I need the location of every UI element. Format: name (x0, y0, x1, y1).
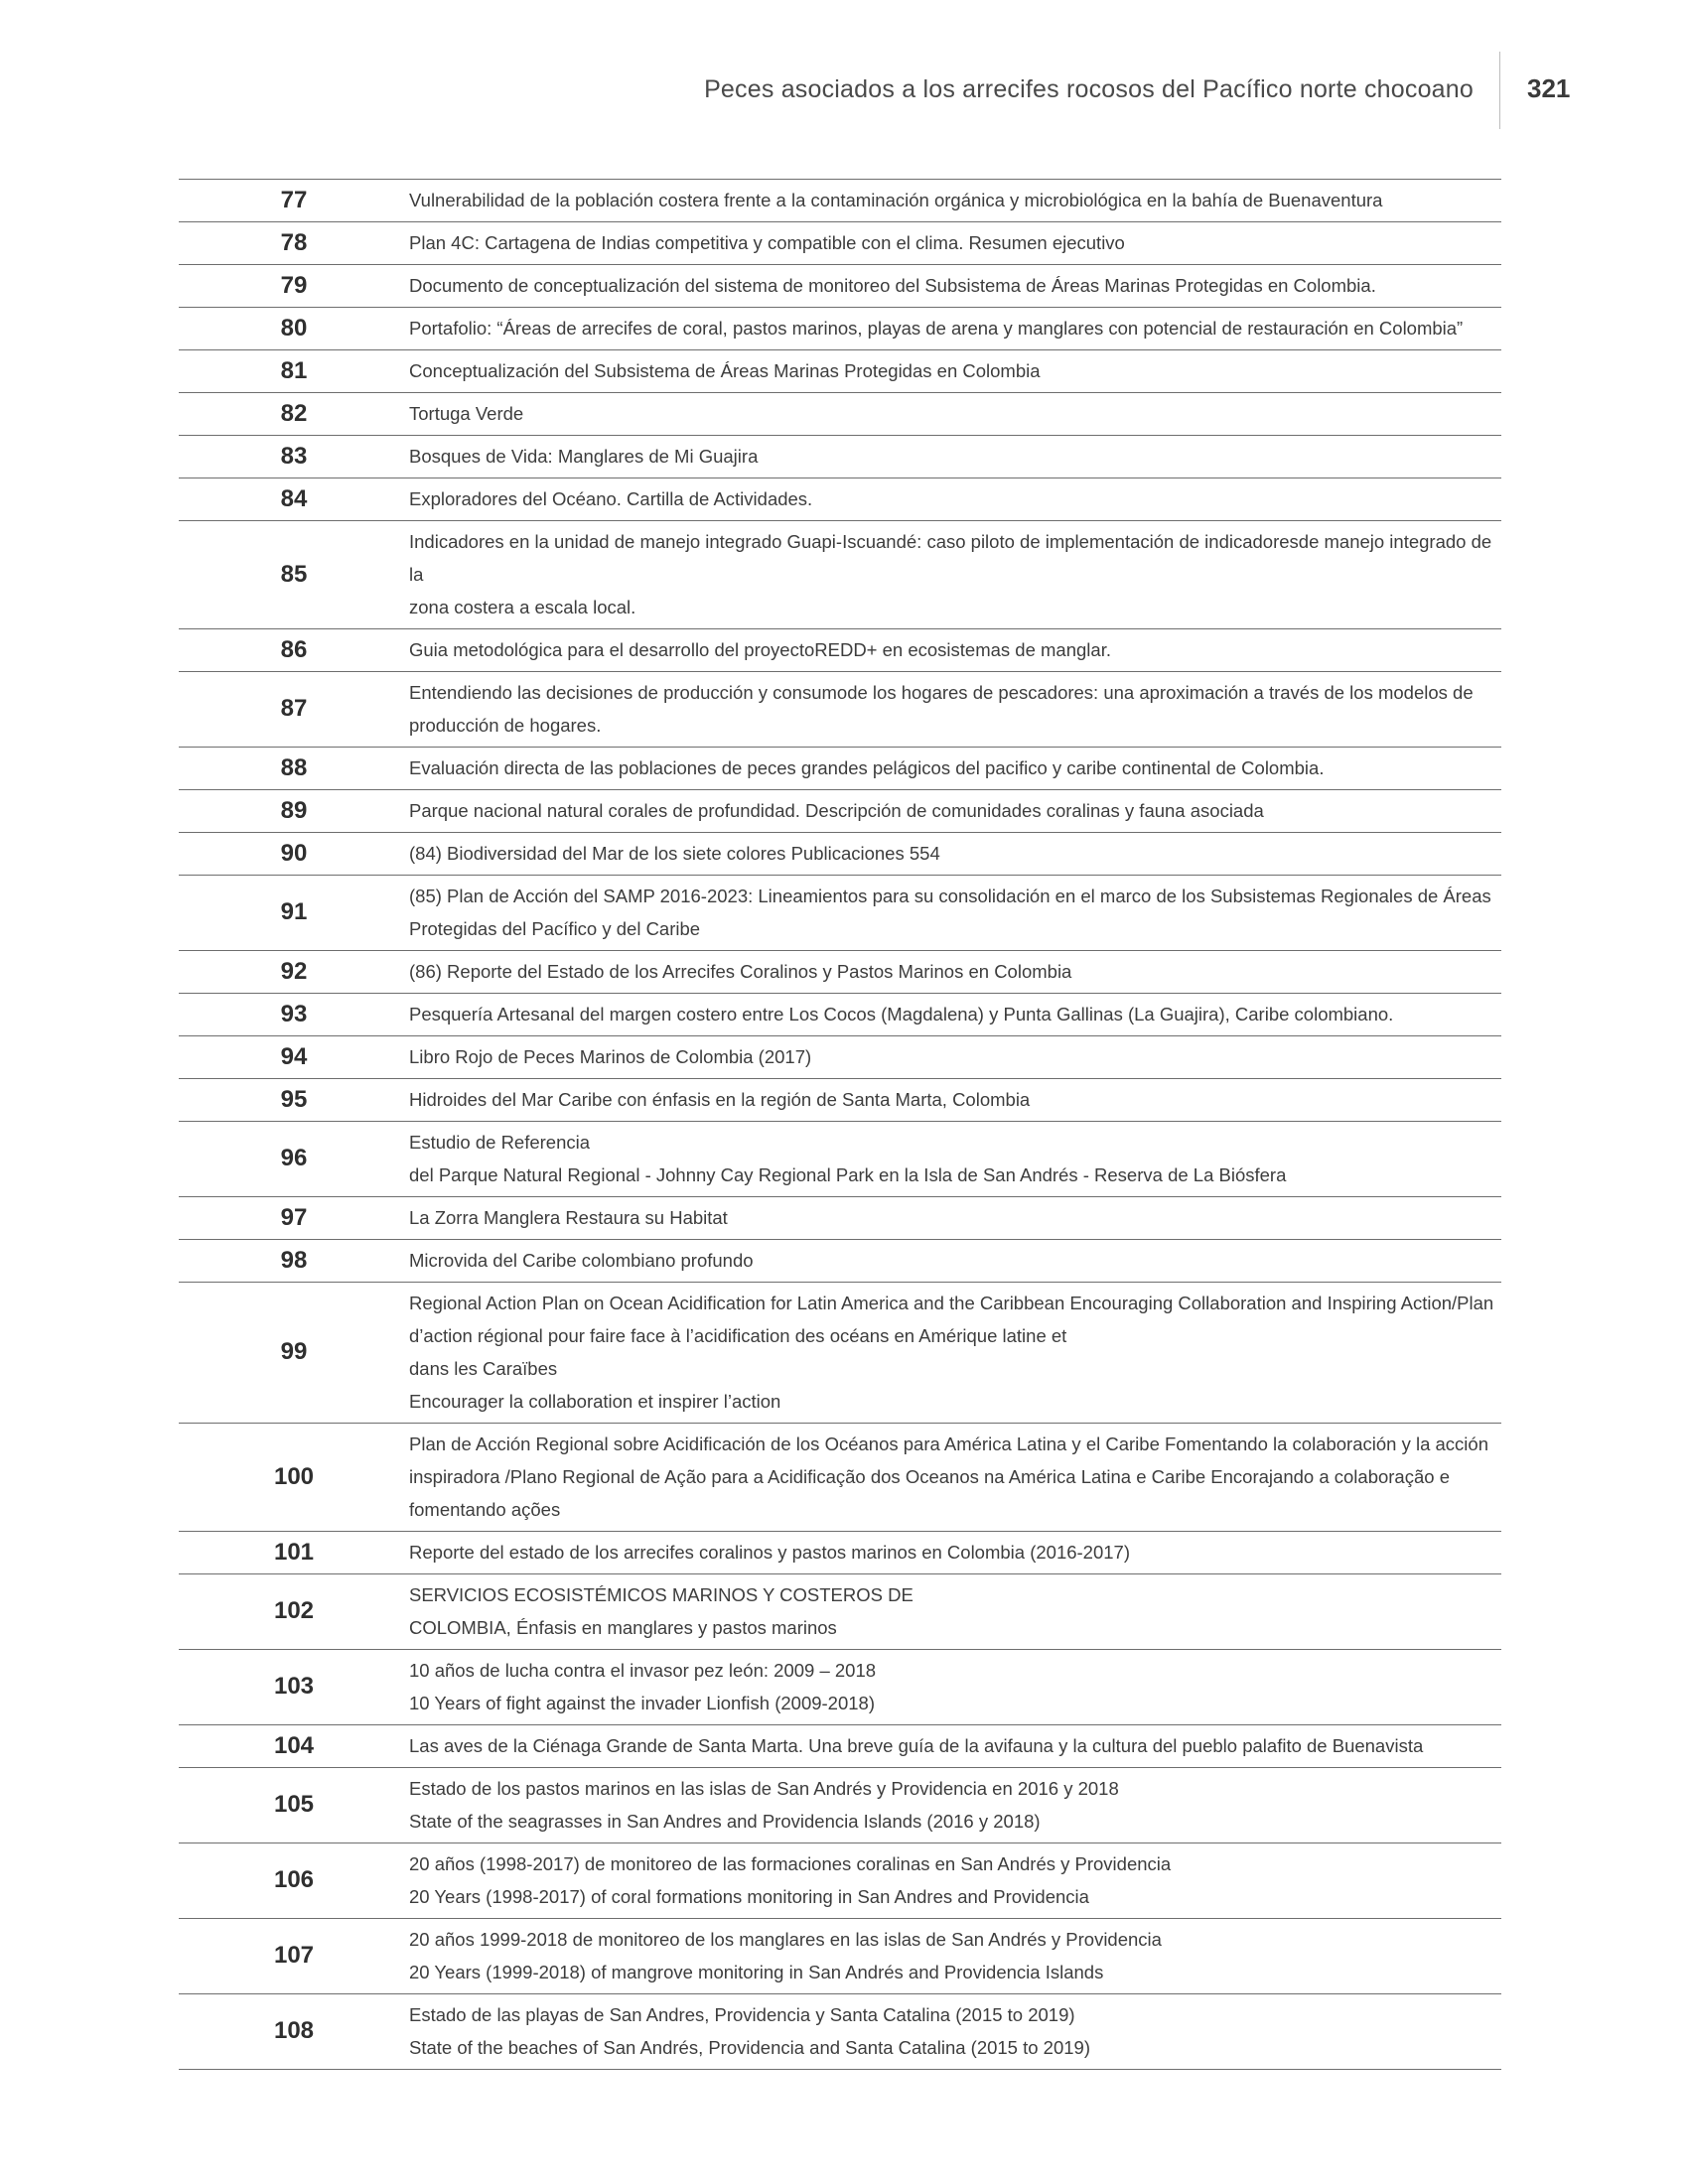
reference-number: 90 (280, 839, 308, 867)
reference-title (409, 1725, 1501, 1768)
reference-title (409, 1574, 1501, 1650)
reference-title-line: (86) Reporte del Estado de los Arrecifes Coralinos y Pastos Marinos en Colombia (409, 961, 1072, 982)
reference-title (409, 833, 1501, 876)
reference-row (179, 393, 1501, 436)
reference-title-line: Estudio de Referencia (409, 1132, 591, 1153)
reference-row (179, 1532, 1501, 1574)
reference-title-line: Hidroides del Mar Caribe con énfasis en la región de Santa Marta, Colombia (409, 1089, 1031, 1110)
reference-title-line: Documento de conceptualización del sistema de monitoreo del Subsistema de Áreas Marinas Protegidas en Colombia. (409, 275, 1376, 296)
reference-row (179, 672, 1501, 748)
reference-title-line: Tortuga Verde (409, 403, 524, 424)
reference-number: 108 (273, 2017, 315, 2044)
reference-row (179, 1919, 1501, 1994)
reference-number: 96 (280, 1145, 308, 1171)
reference-title-line: (85) Plan de Acción del SAMP 2016-2023: Lineamientos para su consolidación en el marco de los Subsistemas Regionales de Áreas (409, 886, 1491, 906)
reference-title-line: SERVICIOS ECOSISTÉMICOS MARINOS Y COSTEROS DE (409, 1584, 914, 1605)
reference-title-line: Plan 4C: Cartagena de Indias competitiva y compatible con el clima. Resumen ejecutivo (409, 232, 1125, 253)
reference-title (409, 790, 1501, 833)
running-title: Peces asociados a los arrecifes rocosos del Pacífico norte chocoano (704, 75, 1474, 103)
reference-title-line: Libro Rojo de Peces Marinos de Colombia (2017) (409, 1046, 812, 1067)
reference-row (179, 629, 1501, 672)
reference-title (409, 393, 1501, 436)
reference-title (409, 748, 1501, 790)
reference-title-line: 20 Years (1999-2018) of mangrove monitoring in San Andrés and Providencia Islands (409, 1962, 1104, 1982)
reference-title-line: 20 años 1999-2018 de monitoreo de los manglares en las islas de San Andrés y Providencia (409, 1929, 1162, 1950)
reference-title (409, 1122, 1501, 1197)
reference-title-line: 10 Years of fight against the invader Lionfish (2009-2018) (409, 1693, 875, 1713)
reference-number: 107 (273, 1942, 315, 1969)
reference-title-line: fomentando ações (409, 1499, 561, 1520)
reference-title-line: Bosques de Vida: Manglares de Mi Guajira (409, 446, 759, 467)
reference-title (409, 1240, 1501, 1283)
reference-number: 89 (280, 796, 308, 824)
reference-title (409, 1994, 1501, 2070)
reference-number: 97 (280, 1203, 308, 1231)
reference-title-line: 20 Years (1998-2017) of coral formations monitoring in San Andres and Providencia (409, 1886, 1089, 1907)
reference-row (179, 521, 1501, 629)
reference-title (409, 180, 1501, 222)
reference-number: 85 (280, 560, 308, 588)
reference-title-line: Encourager la collaboration et inspirer l’action (409, 1391, 781, 1412)
reference-number: 78 (280, 228, 308, 256)
reference-title-line: Las aves de la Ciénaga Grande de Santa Marta. Una breve guía de la avifauna y la cultura del pueblo palafito de Buenavista (409, 1735, 1424, 1756)
reference-title-line: Estado de las playas de San Andres, Providencia y Santa Catalina (2015 to 2019) (409, 2004, 1075, 2025)
reference-number: 102 (273, 1597, 315, 1624)
reference-row (179, 436, 1501, 478)
reference-title-line: Exploradores del Océano. Cartilla de Actividades. (409, 488, 813, 509)
reference-title-line: Vulnerabilidad de la población costera frente a la contaminación orgánica y microbiológica en la bahía de Buenaventura (409, 190, 1383, 210)
reference-number: 86 (280, 635, 308, 663)
reference-number: 93 (280, 1000, 308, 1027)
reference-row (179, 1283, 1501, 1424)
reference-title-line: inspiradora /Plano Regional de Ação para a Acidificação dos Oceanos na América Latina e Caribe Encorajando a colaboração e (409, 1466, 1450, 1487)
reference-title-line: State of the seagrasses in San Andres and Providencia Islands (2016 y 2018) (409, 1811, 1041, 1832)
reference-row (179, 1079, 1501, 1122)
reference-number: 80 (280, 314, 308, 341)
reference-title-line: Regional Action Plan on Ocean Acidification for Latin America and the Caribbean Encouraging Collaboration and Inspiring Action/Plan (409, 1293, 1494, 1313)
reference-number: 101 (273, 1538, 315, 1566)
reference-number: 104 (273, 1731, 315, 1759)
reference-title-line: zona costera a escala local. (409, 597, 636, 617)
reference-row (179, 1574, 1501, 1650)
reference-row (179, 1843, 1501, 1919)
reference-row (179, 222, 1501, 265)
reference-number: 87 (280, 695, 308, 722)
reference-title-line: del Parque Natural Regional - Johnny Cay Regional Park en la Isla de San Andrés - Reserva de La Biósfera (409, 1164, 1287, 1185)
reference-title (409, 1768, 1501, 1843)
reference-title-line: (84) Biodiversidad del Mar de los siete colores Publicaciones 554 (409, 843, 940, 864)
references-table-body (179, 180, 1501, 2070)
reference-number: 91 (280, 898, 308, 925)
reference-row (179, 1768, 1501, 1843)
reference-number: 99 (280, 1338, 308, 1365)
reference-title (409, 1424, 1501, 1532)
reference-title-line: Conceptualización del Subsistema de Áreas Marinas Protegidas en Colombia (409, 360, 1041, 381)
reference-number: 100 (273, 1462, 315, 1490)
reference-row (179, 1994, 1501, 2070)
reference-number: 105 (273, 1791, 315, 1818)
reference-title (409, 1532, 1501, 1574)
reference-number: 83 (280, 442, 308, 470)
reference-title-line: Evaluación directa de las poblaciones de peces grandes pelágicos del pacifico y caribe continental de Colombia. (409, 757, 1325, 778)
reference-title-line: Parque nacional natural corales de profundidad. Descripción de comunidades coralinas y fauna asociada (409, 800, 1264, 821)
reference-title (409, 629, 1501, 672)
reference-row (179, 876, 1501, 951)
header-divider (1499, 52, 1500, 129)
reference-title-line: Reporte del estado de los arrecifes coralinos y pastos marinos en Colombia (2016-2017) (409, 1542, 1130, 1563)
reference-row (179, 748, 1501, 790)
reference-title-line: d’action régional pour faire face à l’acidification des océans en Amérique latine et (409, 1325, 1067, 1346)
reference-row (179, 994, 1501, 1036)
reference-title (409, 1650, 1501, 1725)
reference-title-line: producción de hogares. (409, 715, 602, 736)
page-number: 321 (1527, 73, 1571, 103)
reference-title (409, 951, 1501, 994)
reference-title (409, 994, 1501, 1036)
reference-title (409, 1079, 1501, 1122)
reference-title-line: dans les Caraïbes (409, 1358, 558, 1379)
reference-title-line: Protegidas del Pacífico y del Caribe (409, 918, 701, 939)
reference-number: 77 (280, 186, 308, 213)
reference-title-line: Microvida del Caribe colombiano profundo (409, 1250, 754, 1271)
reference-title-line: 10 años de lucha contra el invasor pez león: 2009 – 2018 (409, 1660, 877, 1681)
reference-number: 88 (280, 753, 308, 781)
reference-row (179, 951, 1501, 994)
reference-number: 98 (280, 1246, 308, 1274)
reference-row (179, 478, 1501, 521)
reference-title (409, 308, 1501, 350)
reference-title-line: Plan de Acción Regional sobre Acidificación de los Océanos para América Latina y el Caribe Fomentando la colaboración y la acción (409, 1433, 1488, 1454)
reference-title-line: Portafolio: “Áreas de arrecifes de coral, pastos marinos, playas de arena y manglares con potencial de restauración en Colombia” (409, 318, 1464, 339)
reference-row (179, 265, 1501, 308)
reference-number: 103 (273, 1673, 315, 1700)
reference-row (179, 790, 1501, 833)
reference-title-line: Entendiendo las decisiones de producción y consumode los hogares de pescadores: una aproximación a través de los modelos de (409, 682, 1474, 703)
reference-title (409, 1843, 1501, 1919)
reference-row (179, 1725, 1501, 1768)
reference-title (409, 521, 1501, 629)
reference-title-line: Guia metodológica para el desarrollo del proyectoREDD+ en ecosistemas de manglar. (409, 639, 1111, 660)
reference-title (409, 1197, 1501, 1240)
reference-title (409, 436, 1501, 478)
reference-title (409, 265, 1501, 308)
reference-title-line: Estado de los pastos marinos en las islas de San Andrés y Providencia en 2016 y 2018 (409, 1778, 1119, 1799)
reference-row (179, 1424, 1501, 1532)
reference-title (409, 478, 1501, 521)
reference-row (179, 1197, 1501, 1240)
reference-row (179, 1036, 1501, 1079)
reference-number: 79 (280, 271, 308, 299)
reference-number: 92 (280, 957, 308, 985)
reference-title (409, 672, 1501, 748)
reference-number: 106 (273, 1866, 315, 1893)
reference-title-line: State of the beaches of San Andrés, Providencia and Santa Catalina (2015 to 2019) (409, 2037, 1090, 2058)
reference-title (409, 876, 1501, 951)
reference-title (409, 1036, 1501, 1079)
reference-row (179, 833, 1501, 876)
reference-title (409, 1283, 1501, 1424)
references-table (179, 179, 1501, 2070)
reference-number: 95 (280, 1085, 308, 1113)
reference-title (409, 350, 1501, 393)
reference-title-line: COLOMBIA, Énfasis en manglares y pastos marinos (409, 1617, 837, 1638)
reference-title-line: 20 años (1998-2017) de monitoreo de las formaciones coralinas en San Andrés y Providencia (409, 1853, 1172, 1874)
reference-number: 94 (280, 1042, 308, 1070)
reference-row (179, 1122, 1501, 1197)
reference-title-line: Pesquería Artesanal del margen costero entre Los Cocos (Magdalena) y Punta Gallinas (La Guajira), Caribe colombiano. (409, 1004, 1394, 1024)
reference-number: 82 (280, 399, 308, 427)
reference-number: 81 (280, 356, 308, 384)
reference-title-line: Indicadores en la unidad de manejo integrado Guapi-Iscuandé: caso piloto de implementación de indicadoresde manejo integrado de la (409, 531, 1492, 585)
reference-title (409, 1919, 1501, 1994)
reference-row (179, 1650, 1501, 1725)
reference-row (179, 308, 1501, 350)
reference-row (179, 180, 1501, 222)
reference-row (179, 1240, 1501, 1283)
reference-number: 84 (280, 484, 308, 512)
reference-title (409, 222, 1501, 265)
reference-title-line: La Zorra Manglera Restaura su Habitat (409, 1207, 728, 1228)
page-header (0, 0, 1688, 129)
reference-row (179, 350, 1501, 393)
